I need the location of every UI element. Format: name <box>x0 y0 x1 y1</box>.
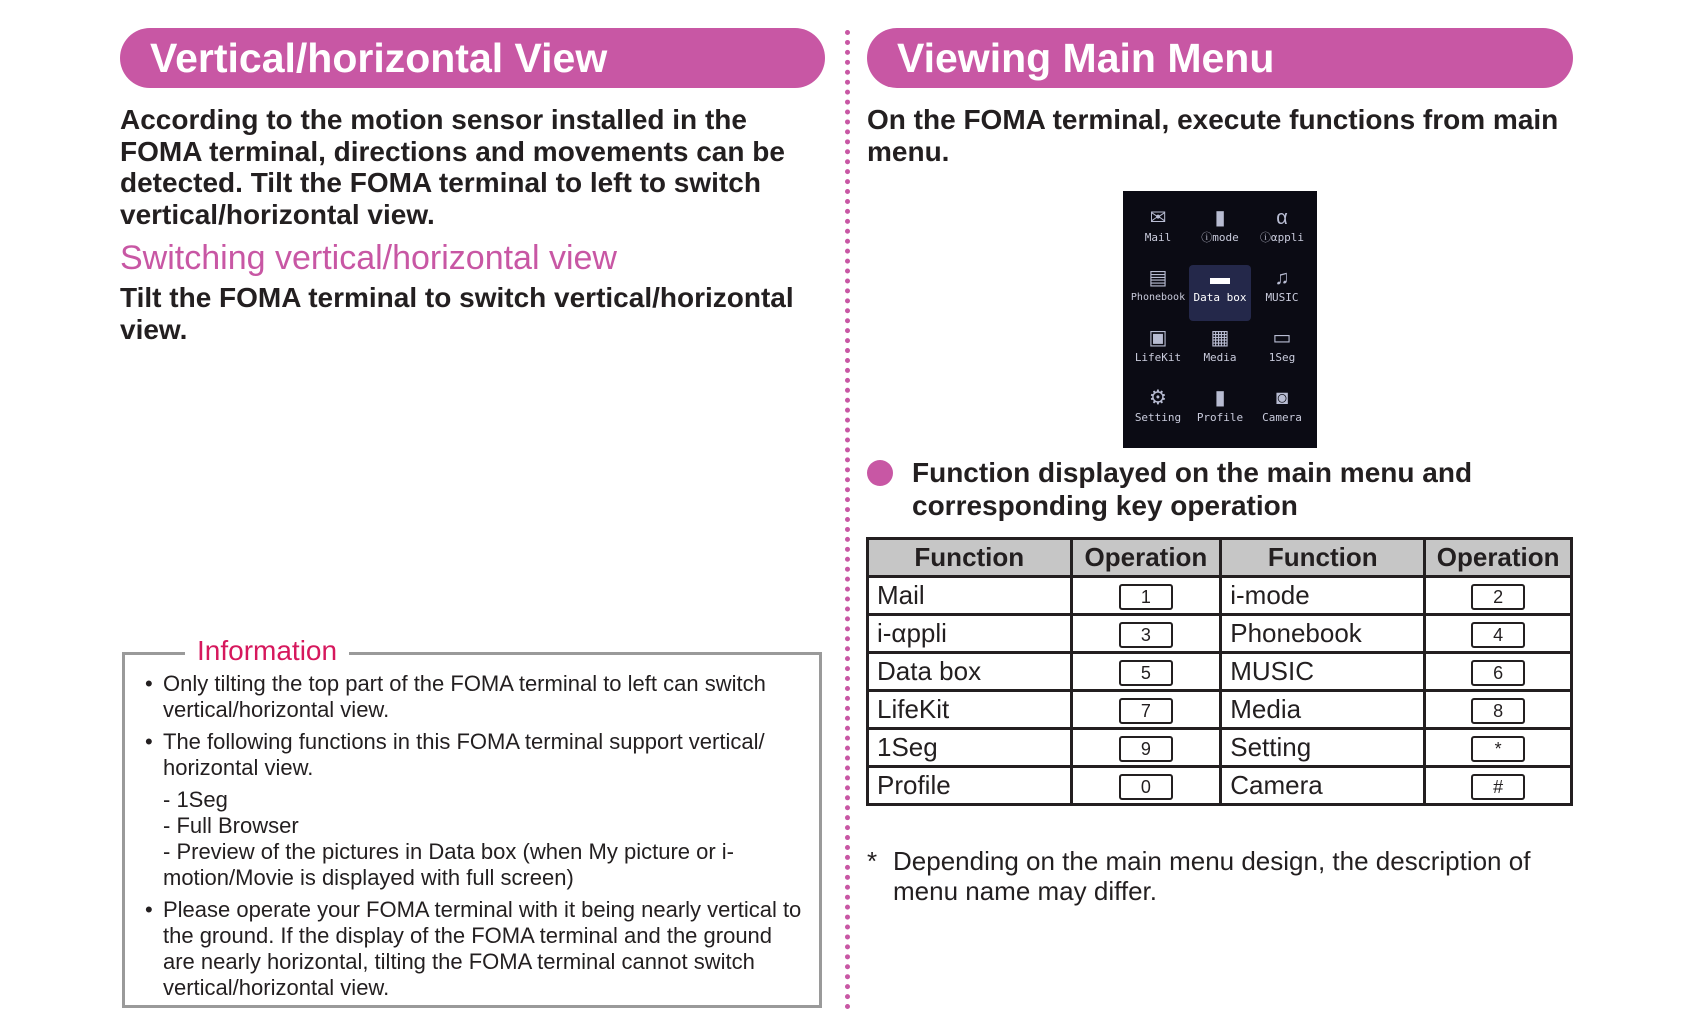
key-icon: 7 <box>1119 698 1173 724</box>
function-cell: i-αppli <box>868 615 1072 653</box>
operation-cell <box>1425 691 1572 729</box>
menu-tile-imode <box>1189 205 1251 261</box>
databox-icon: ▬ <box>1210 267 1230 289</box>
menu-label: LifeKit <box>1134 351 1182 364</box>
footnote-text: Depending on the main menu design, the description of menu name may differ. <box>893 846 1531 906</box>
menu-label: ⓘmode <box>1201 231 1239 244</box>
key-icon: 3 <box>1119 622 1173 648</box>
media-icon: ▦ <box>1210 327 1230 349</box>
menu-tile-camera <box>1251 385 1313 441</box>
info-bullet-1-text: Only tilting the top part of the FOMA terminal to left can switch vertical/horizontal view. <box>163 671 766 722</box>
table-row <box>868 653 1572 691</box>
operation-cell <box>1071 691 1221 729</box>
phonebook-icon: ▤ <box>1148 267 1168 289</box>
key-icon: 9 <box>1119 736 1173 762</box>
operation-cell <box>1071 767 1221 805</box>
operation-cell <box>1071 729 1221 767</box>
info-sub-item: - Full Browser <box>163 813 299 838</box>
main-menu-intro: On the FOMA terminal, execute functions from main menu. <box>867 104 1559 167</box>
info-bullet-2 <box>145 729 809 891</box>
menu-label: Phonebook <box>1130 292 1186 303</box>
menu-tile-media <box>1189 325 1251 381</box>
key-icon: 8 <box>1471 698 1525 724</box>
menu-tile-mail <box>1127 205 1189 261</box>
iappli-icon: α <box>1276 207 1288 229</box>
column-divider <box>845 30 850 1010</box>
onseg-icon: ▭ <box>1272 327 1292 349</box>
operation-cell <box>1071 577 1221 615</box>
menu-label: ⓘαppli <box>1259 231 1305 244</box>
operation-cell <box>1425 615 1572 653</box>
function-cell: Mail <box>868 577 1072 615</box>
key-icon: 1 <box>1119 584 1173 610</box>
function-cell: Profile <box>868 767 1072 805</box>
menu-tile-music <box>1251 265 1313 321</box>
subheading-text: Tilt the FOMA terminal to switch vertical/horizontal view. <box>120 282 794 345</box>
table-header: Function <box>1221 539 1425 577</box>
key-icon: 0 <box>1119 774 1173 800</box>
menu-tile-setting <box>1127 385 1189 441</box>
table-row <box>868 577 1572 615</box>
operation-cell <box>1425 767 1572 805</box>
menu-tile-databox <box>1189 265 1251 321</box>
function-cell: 1Seg <box>868 729 1072 767</box>
function-cell: i-mode <box>1221 577 1425 615</box>
setting-icon: ⚙ <box>1149 387 1167 409</box>
function-cell: Data box <box>868 653 1072 691</box>
function-cell: Media <box>1221 691 1425 729</box>
table-header: Function <box>868 539 1072 577</box>
operation-cell <box>1425 577 1572 615</box>
function-cell: MUSIC <box>1221 653 1425 691</box>
function-cell: Phonebook <box>1221 615 1425 653</box>
key-icon: 2 <box>1471 584 1525 610</box>
table-row <box>868 691 1572 729</box>
table-header: Operation <box>1071 539 1221 577</box>
footnote <box>867 846 1567 906</box>
phone-main-menu-screenshot <box>1123 191 1317 448</box>
menu-label: Mail <box>1144 231 1172 244</box>
bullet-dot-icon <box>867 460 893 486</box>
info-sub-item: - 1Seg <box>163 787 228 812</box>
operation-cell <box>1071 615 1221 653</box>
information-box <box>122 635 822 1008</box>
lifekit-icon: ▣ <box>1148 327 1168 349</box>
menu-label: 1Seg <box>1268 351 1296 364</box>
menu-tile-1seg <box>1251 325 1313 381</box>
function-cell: Camera <box>1221 767 1425 805</box>
key-icon: 4 <box>1471 622 1525 648</box>
key-icon: 5 <box>1119 660 1173 686</box>
intro-text: According to the motion sensor installed in the FOMA terminal, directions and movements can be detected. Tilt the FOMA terminal to left to switch vertical/horizontal view. <box>120 104 785 230</box>
menu-tile-iappli <box>1251 205 1313 261</box>
operation-cell <box>1071 653 1221 691</box>
menu-tile-phonebook <box>1127 265 1189 321</box>
menu-label: Camera <box>1262 411 1302 424</box>
info-sub-list <box>163 787 809 891</box>
key-icon: 6 <box>1471 660 1525 686</box>
operation-cell <box>1425 729 1572 767</box>
imode-icon: ▮ <box>1214 207 1226 229</box>
menu-tile-profile <box>1189 385 1251 441</box>
menu-label: Profile <box>1196 411 1244 424</box>
subheading: Switching vertical/horizontal view <box>120 239 617 277</box>
menu-label: Setting <box>1134 411 1182 424</box>
key-icon: # <box>1471 774 1525 800</box>
info-sub-item: - Preview of the pictures in Data box (when My picture or i-motion/Movie is displayed with full screen) <box>163 839 735 890</box>
section-heading-vertical-horizontal: Vertical/horizontal View <box>120 28 825 88</box>
key-icon: * <box>1471 736 1525 762</box>
profile-icon: ▮ <box>1214 387 1226 409</box>
mail-icon: ✉ <box>1149 207 1167 229</box>
function-cell: LifeKit <box>868 691 1072 729</box>
menu-label: Data box <box>1193 291 1247 304</box>
music-icon: ♫ <box>1274 267 1290 289</box>
info-bullet-3 <box>145 897 809 1001</box>
info-bullet-3-text: Please operate your FOMA terminal with it being nearly vertical to the ground. If the display of the FOMA terminal and the ground are nearly horizontal, tilting the FOMA terminal cannot switch vertical/horizontal view. <box>163 897 802 1000</box>
table-row <box>868 615 1572 653</box>
table-header-row <box>868 539 1572 577</box>
operation-cell <box>1425 653 1572 691</box>
table-row <box>868 729 1572 767</box>
footnote-mark: * <box>867 846 878 876</box>
table-header: Operation <box>1425 539 1572 577</box>
function-table-heading: Function displayed on the main menu and corresponding key operation <box>912 457 1473 521</box>
info-bullet-2-text: The following functions in this FOMA terminal support vertical/ horizontal view. <box>163 729 765 780</box>
function-cell: Setting <box>1221 729 1425 767</box>
function-key-table <box>866 537 1573 806</box>
information-list <box>145 671 809 1007</box>
menu-label: MUSIC <box>1265 291 1299 304</box>
camera-icon: ◙ <box>1275 387 1289 409</box>
section-heading-main-menu: Viewing Main Menu <box>867 28 1573 88</box>
info-bullet-1 <box>145 671 809 723</box>
menu-label: Media <box>1203 351 1237 364</box>
menu-tile-lifekit <box>1127 325 1189 381</box>
table-row <box>868 767 1572 805</box>
information-title: Information <box>185 635 349 667</box>
